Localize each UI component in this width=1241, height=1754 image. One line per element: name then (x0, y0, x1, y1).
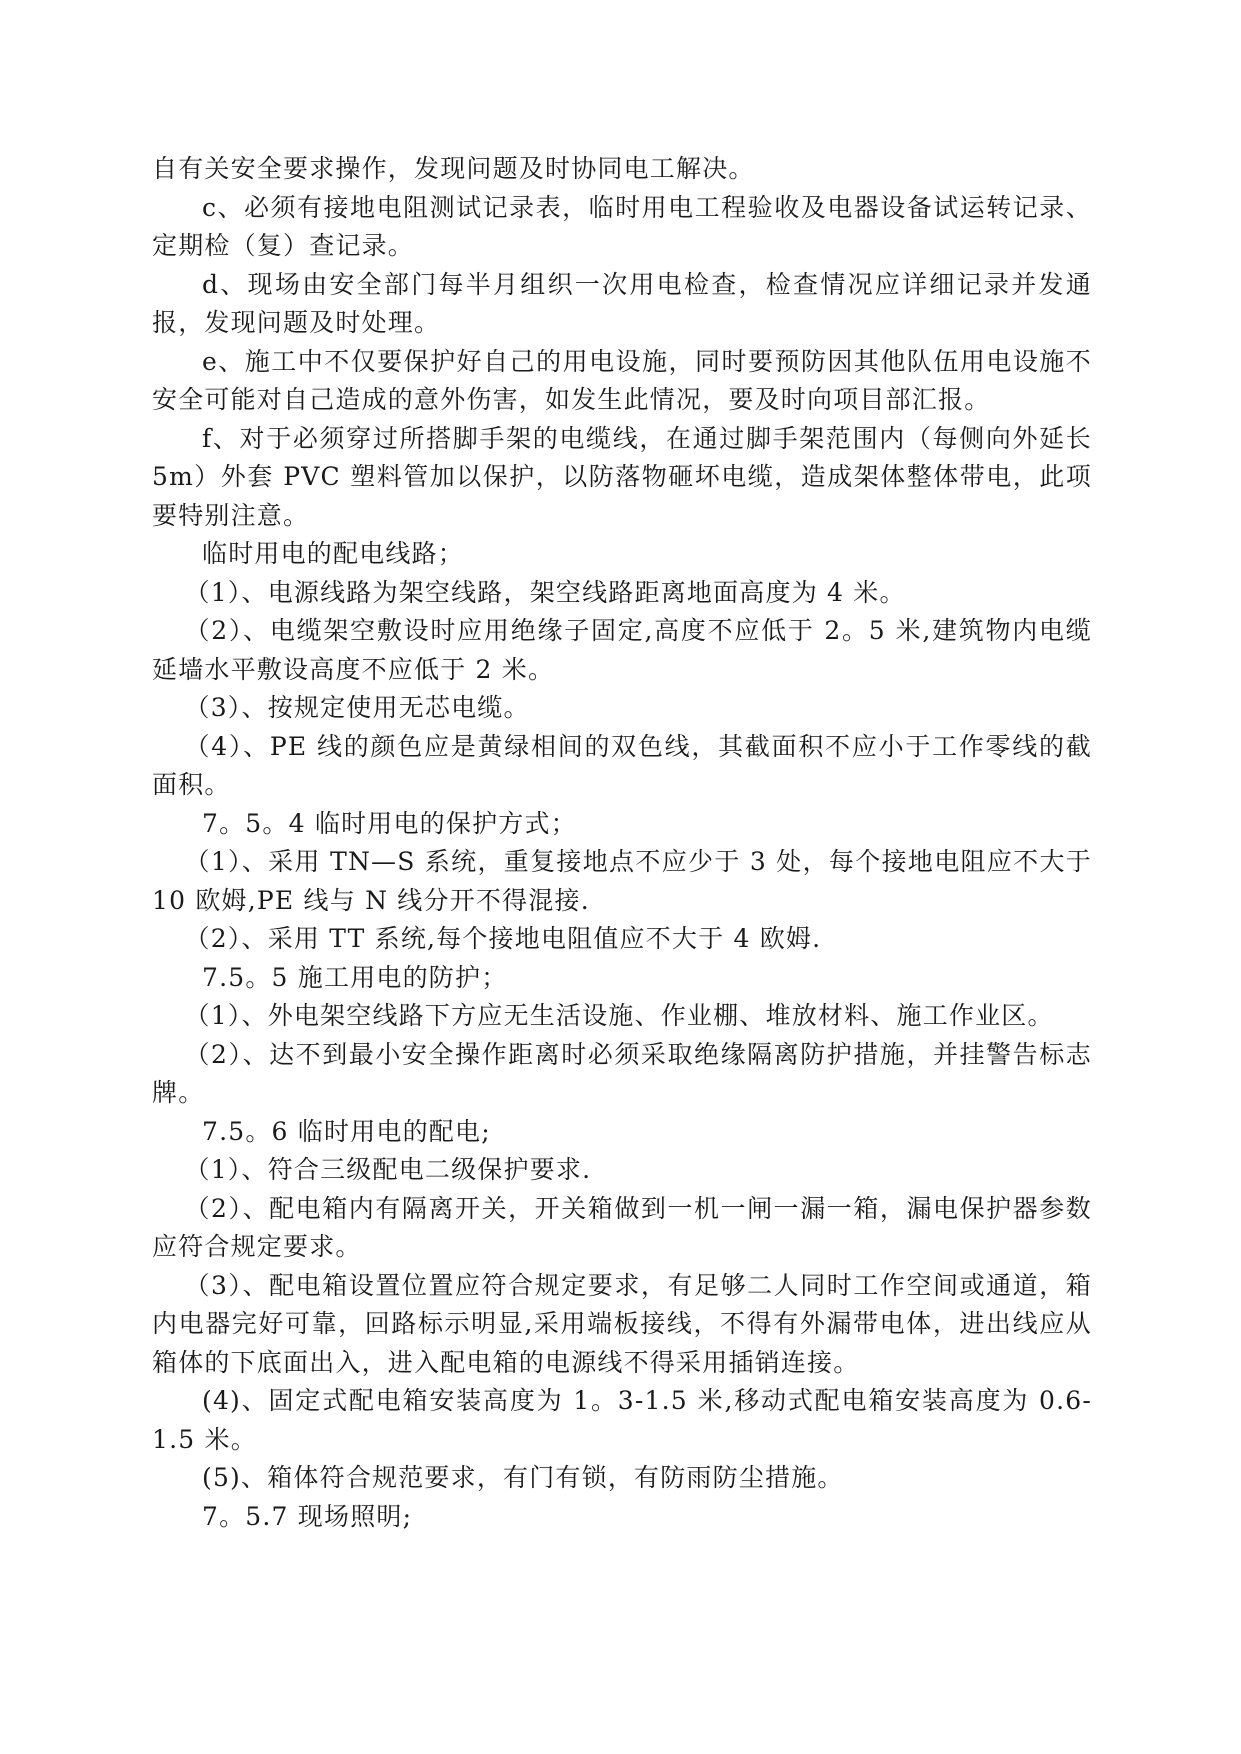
paragraph-item-e: e、施工中不仅要保护好自己的用电设施，同时要预防因其他队伍用电设施不安全可能对自己造成的意外伤害，如发生此情况，要及时向项目部汇报。 (152, 346, 1092, 414)
paragraph-distribution-5: (5)、箱体符合规范要求，有门有锁，有防雨防尘措施。 (202, 1463, 844, 1492)
paragraph-protection-1: （1）、采用 TN—S 系统，重复接地点不应少于 3 处，每个接地电阻应不大于 10 欧姆,PE 线与 N 线分开不得混接. (152, 847, 1092, 915)
section-heading-7-5-5: 7.5。5 施工用电的防护； (202, 962, 508, 992)
paragraph-distribution-3: （3）、配电箱设置位置应符合规定要求，有足够二人同时工作空间或通道，箱内电器完好可靠，回路标示明显,采用端板接线，不得有外漏带电体，进出线应从箱体的下底面出入，进入配电箱的电源线不得采用插销连接。 (152, 1270, 1092, 1377)
paragraph-item-c: c、必须有接地电阻测试记录表，临时用电工程验收及电器设备试运转记录、定期检（复）查记录。 (152, 192, 1092, 260)
paragraph-lines-2: （2）、电缆架空敷设时应用绝缘子固定,高度不应低于 2。5 米,建筑物内电缆延墙水平敷设高度不应低于 2 米。 (152, 616, 1092, 684)
section-heading-distribution-lines: 临时用电的配电线路； (202, 539, 465, 568)
paragraph-item-f: f、对于必须穿过所搭脚手架的电缆线，在通过脚手架范围内（每侧向外延长 5m）外套 PVC 塑料管加以保护，以防落物砸坏电缆，造成架体整体带电，此项要特别注意。 (152, 423, 1092, 530)
paragraph-distribution-2: （2）、配电箱内有隔离开关，开关箱做到一机一闸一漏一箱，漏电保护器参数应符合规定要求。 (152, 1193, 1092, 1261)
paragraph-item-d: d、现场由安全部门每半月组织一次用电检查，检查情况应详细记录并发通报，发现问题及时处理。 (152, 269, 1092, 337)
paragraph-distribution-1: （1）、符合三级配电二级保护要求. (184, 1155, 592, 1184)
paragraph-lines-1: （1）、电源线路为架空线路，架空线路距离地面高度为 4 米。 (184, 577, 906, 607)
paragraph-distribution-4: (4)、固定式配电箱安装高度为 1。3-1.5 米,移动式配电箱安装高度为 0.6-1.5 米。 (152, 1386, 1092, 1454)
paragraph-guarding-1: （1）、外电架空线路下方应无生活设施、作业棚、堆放材料、施工作业区。 (184, 1001, 1054, 1030)
paragraph-safety-operation: 自有关安全要求操作，发现问题及时协同电工解决。 (152, 154, 755, 183)
document-body (152, 150, 1092, 1536)
section-heading-7-5-6: 7.5。6 临时用电的配电; (202, 1116, 491, 1146)
section-heading-7-5-4: 7。5。4 临时用电的保护方式； (202, 808, 577, 838)
paragraph-guarding-2: （2）、达不到最小安全操作距离时必须采取绝缘隔离防护措施，并挂警告标志牌。 (152, 1039, 1092, 1107)
paragraph-protection-2: （2）、采用 TT 系统,每个接地电阻值应不大于 4 欧姆. (184, 924, 822, 953)
paragraph-lines-4: （4）、PE 线的颜色应是黄绿相间的双色线，其截面积不应小于工作零线的截面积。 (152, 731, 1092, 799)
section-heading-7-5-7: 7。5.7 现场照明; (202, 1501, 413, 1531)
paragraph-lines-3: （3）、按规定使用无芯电缆。 (184, 693, 530, 722)
